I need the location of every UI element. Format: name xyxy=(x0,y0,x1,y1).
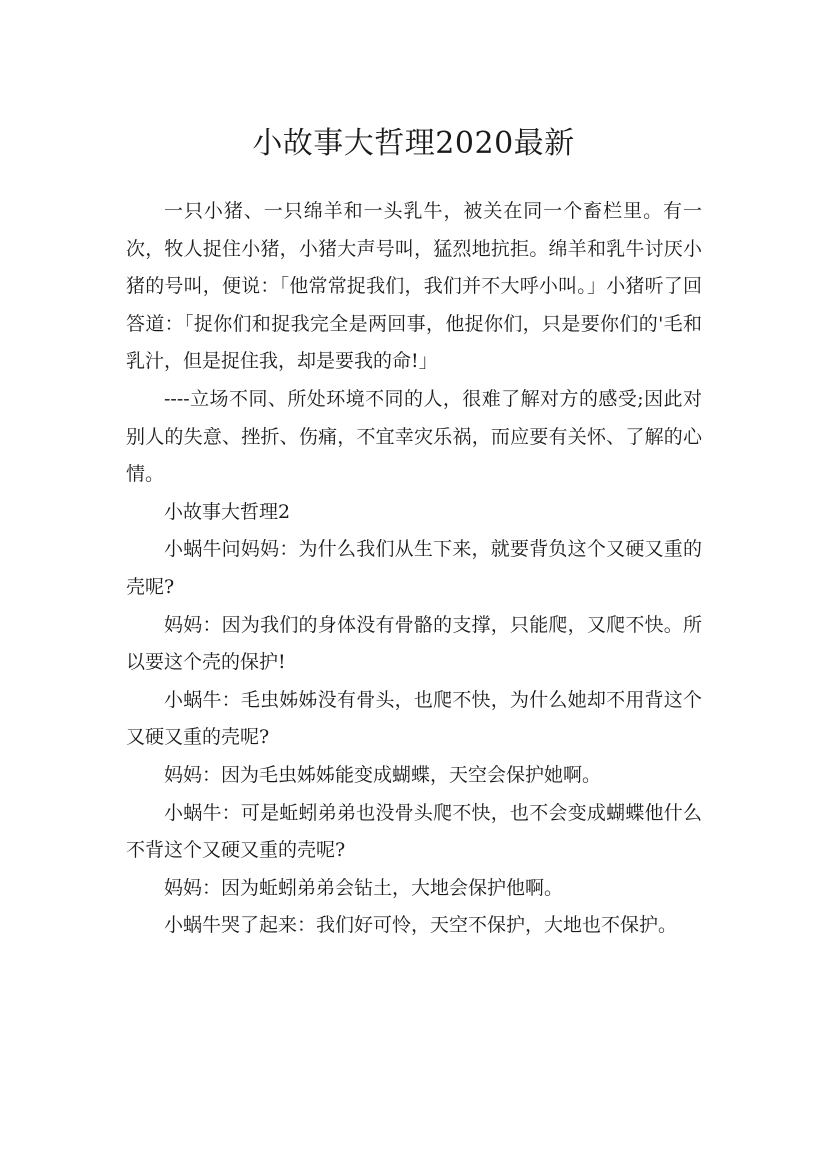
paragraph: ----立场不同、所处环境不同的人，很难了解对方的感受;因此对别人的失意、挫折、伤痛，不宜幸灾乐祸，而应要有关怀、了解的心情。 xyxy=(126,387,702,486)
paragraph: 妈妈：因为蚯蚓弟弟会钻土，大地会保护他啊。 xyxy=(164,876,564,899)
section-heading: 小故事大哲理2 xyxy=(164,500,291,523)
paragraph: 妈妈：因为我们的身体没有骨骼的支撑，只能爬，又爬不快。所以要这个壳的保护! xyxy=(126,613,702,674)
document-title: 小故事大哲理2020最新 xyxy=(252,126,575,162)
paragraph: 一只小猪、一只绵羊和一头乳牛，被关在同一个畜栏里。有一次，牧人捉住小猪，小猪大声号叫，猛烈地抗拒。绵羊和乳牛讨厌小猪的号叫，便说：「他常常捉我们，我们并不大呼小叫。」小猪听了回答道：「捉你们和捉我完全是两回事，他捉你们，只是要你们的'毛和乳汁，但是捉住我，却是要我的命!」 xyxy=(126,200,702,373)
document-body xyxy=(126,193,702,945)
paragraph: 小蜗牛：可是蚯蚓弟弟也没骨头爬不快，也不会变成蝴蝶他什么不背这个又硬又重的壳呢? xyxy=(126,801,702,862)
paragraph: 小蜗牛：毛虫姊姊没有骨头，也爬不快，为什么她却不用背这个又硬又重的壳呢? xyxy=(126,688,702,749)
paragraph: 小蜗牛问妈妈：为什么我们从生下来，就要背负这个又硬又重的壳呢? xyxy=(126,538,702,598)
paragraph: 小蜗牛哭了起来：我们好可怜，天空不保护，大地也不保护。 xyxy=(164,914,678,937)
paragraph: 妈妈：因为毛虫姊姊能变成蝴蝶，天空会保护她啊。 xyxy=(164,763,602,786)
